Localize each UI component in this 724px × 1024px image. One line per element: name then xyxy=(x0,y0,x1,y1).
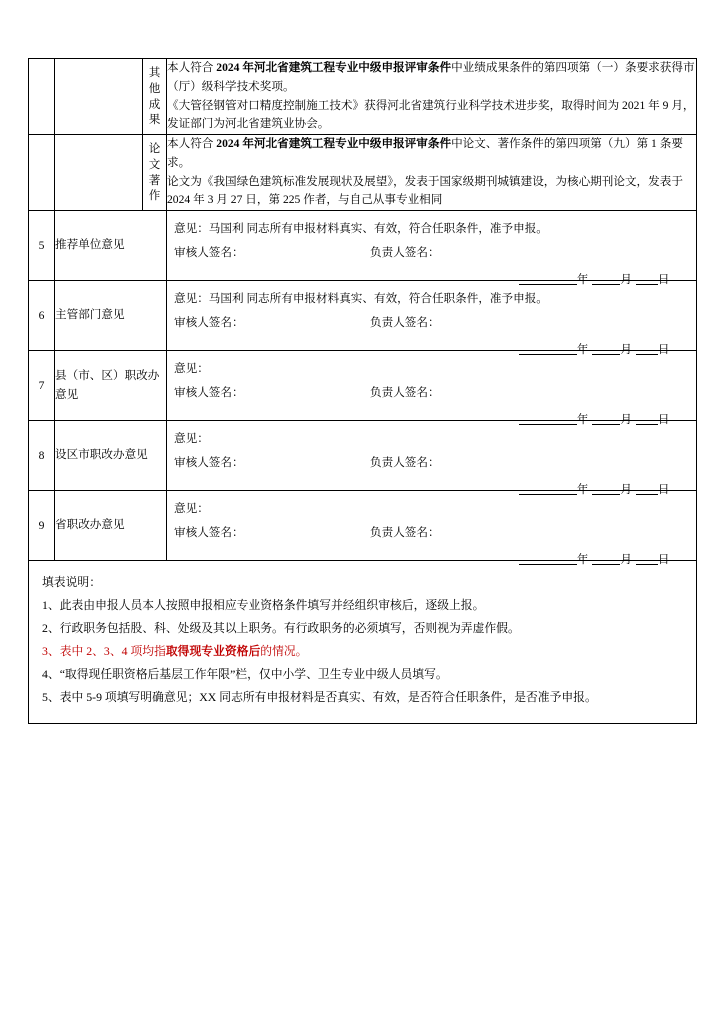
opinion-number-6: 6 xyxy=(29,281,55,351)
date-month-label: 月 xyxy=(620,553,633,567)
sub-label-char-4: 作 xyxy=(148,189,161,203)
date-day-label: 日 xyxy=(657,343,670,357)
opinion-label-6: 主管部门意见 xyxy=(55,281,167,351)
reviewer-signature-label[interactable]: 审核人签名： xyxy=(174,315,244,329)
date-month-label: 月 xyxy=(620,483,633,497)
date-month-label: 月 xyxy=(620,273,633,287)
sub-label-char-2: 他 xyxy=(148,81,161,95)
date-year-label: 年 xyxy=(576,553,589,567)
date-day-label: 日 xyxy=(657,553,670,567)
opinion-label-8: 设区市职改办意见 xyxy=(55,421,167,491)
leader-signature-label[interactable]: 负责人签名： xyxy=(370,455,440,469)
date-year-label: 年 xyxy=(576,483,589,497)
opinion-text: 意见：马国利 同志所有申报材料真实、有效，符合任职条件，准予申报。 xyxy=(174,292,548,306)
row-label-cell xyxy=(55,59,143,135)
sub-label-char-1: 论 xyxy=(148,142,161,156)
opinion-number-9: 9 xyxy=(29,491,55,561)
reviewer-signature-label[interactable]: 审核人签名： xyxy=(174,385,244,399)
date-line[interactable] xyxy=(174,549,688,570)
opinion-number-5: 5 xyxy=(29,211,55,281)
leader-signature-label[interactable]: 负责人签名： xyxy=(370,245,440,259)
notes-title: 填表说明： xyxy=(42,575,101,590)
opinion-label-5: 推荐单位意见 xyxy=(55,211,167,281)
table-row-opinion-7 xyxy=(29,351,697,421)
opinion-text: 意见： xyxy=(174,502,209,516)
opinion-body-8 xyxy=(167,421,697,497)
table-row-papers-works xyxy=(29,135,697,211)
table-row-opinion-8 xyxy=(29,421,697,491)
date-day-label: 日 xyxy=(657,483,670,497)
application-form-table xyxy=(28,58,697,724)
date-month-label: 月 xyxy=(620,413,633,427)
paragraph: 论文为《我国绿色建筑标准发展现状及展望》，发表于国家级期刊城镇建设，为核心期刊论文，发表于 2024 年 3 月 27 日，第 225 作者，与自己从事专业相同 xyxy=(167,174,683,207)
opinion-text: 意见： xyxy=(174,362,209,376)
sub-label-char-2: 文 xyxy=(148,158,161,172)
notes-item-5: 5、表中 5-9 项填写明确意见；XX 同志所有申报材料是否真实、有效，是否符合任职条件，是否准予申报。 xyxy=(42,690,597,705)
reviewer-signature-label[interactable]: 审核人签名： xyxy=(174,245,244,259)
row-body-papers-works xyxy=(167,135,697,211)
table-row-notes xyxy=(29,561,697,724)
sub-label-char-4: 果 xyxy=(148,113,161,127)
opinion-label-9: 省职改办意见 xyxy=(55,491,167,561)
opinion-text: 意见： xyxy=(174,432,209,446)
leader-signature-label[interactable]: 负责人签名： xyxy=(370,525,440,539)
table-row-opinion-5 xyxy=(29,211,697,281)
date-year-label: 年 xyxy=(576,343,589,357)
paragraph: 本人符合 2024 年河北省建筑工程专业中级申报评审条件中论文、著作条件的第四项第（九）第 1 条要求。 xyxy=(167,137,683,169)
row-number-cell xyxy=(29,135,55,211)
reviewer-signature-label[interactable]: 审核人签名： xyxy=(174,525,244,539)
reviewer-signature-label[interactable]: 审核人签名： xyxy=(174,455,244,469)
date-year-label: 年 xyxy=(576,413,589,427)
paragraph: 《大管径钢管对口精度控制施工技术》获得河北省建筑行业科学技术进步奖，取得时间为 2021 年 9 月，发证部门为河北省建筑业协会。 xyxy=(167,98,695,131)
row-body-other-achievements xyxy=(167,59,697,135)
row-sub-label-papers-works xyxy=(143,135,167,211)
notes-item-4: 4、“取得现任职资格后基层工作年限”栏，仅中小学、卫生专业中级人员填写。 xyxy=(42,667,448,682)
opinion-number-7: 7 xyxy=(29,351,55,421)
table-row-opinion-9 xyxy=(29,491,697,561)
table-row-opinion-6 xyxy=(29,281,697,351)
date-month-label: 月 xyxy=(620,343,633,357)
paragraph: 本人符合 2024 年河北省建筑工程专业中级申报评审条件中业绩成果条件的第四项第（一）条要求获得市（厅）级科学技术奖项。 xyxy=(167,61,695,93)
row-label-cell xyxy=(55,135,143,211)
notes-item-1: 1、此表由申报人员本人按照申报相应专业资格条件填写并经组织审核后，逐级上报。 xyxy=(42,598,485,613)
sub-label-char-1: 其 xyxy=(148,66,161,80)
opinion-body-6 xyxy=(167,281,697,357)
notes-item-2: 2、行政职务包括股、科、处级及其以上职务。有行政职务的必须填写，否则视为弄虚作假。 xyxy=(42,621,520,636)
date-day-label: 日 xyxy=(657,273,670,287)
notes-cell xyxy=(29,561,697,724)
row-number-cell xyxy=(29,59,55,135)
date-year-label: 年 xyxy=(576,273,589,287)
row-sub-label-other-achievements xyxy=(143,59,167,135)
opinion-text: 意见：马国利 同志所有申报材料真实、有效，符合任职条件，准予申报。 xyxy=(174,222,548,236)
opinion-number-8: 8 xyxy=(29,421,55,491)
opinion-body-9 xyxy=(167,491,697,567)
opinion-body-7 xyxy=(167,351,697,427)
notes-item-3: 3、表中 2、3、4 项均指取得现专业资格后的情况。 xyxy=(42,644,308,659)
sub-label-char-3: 著 xyxy=(148,173,161,187)
opinion-body-5 xyxy=(167,211,697,287)
sub-label-char-3: 成 xyxy=(148,97,161,111)
table-row-other-achievements xyxy=(29,59,697,135)
leader-signature-label[interactable]: 负责人签名： xyxy=(370,385,440,399)
date-day-label: 日 xyxy=(657,413,670,427)
leader-signature-label[interactable]: 负责人签名： xyxy=(370,315,440,329)
opinion-label-7: 县（市、区）职改办意见 xyxy=(55,351,167,421)
